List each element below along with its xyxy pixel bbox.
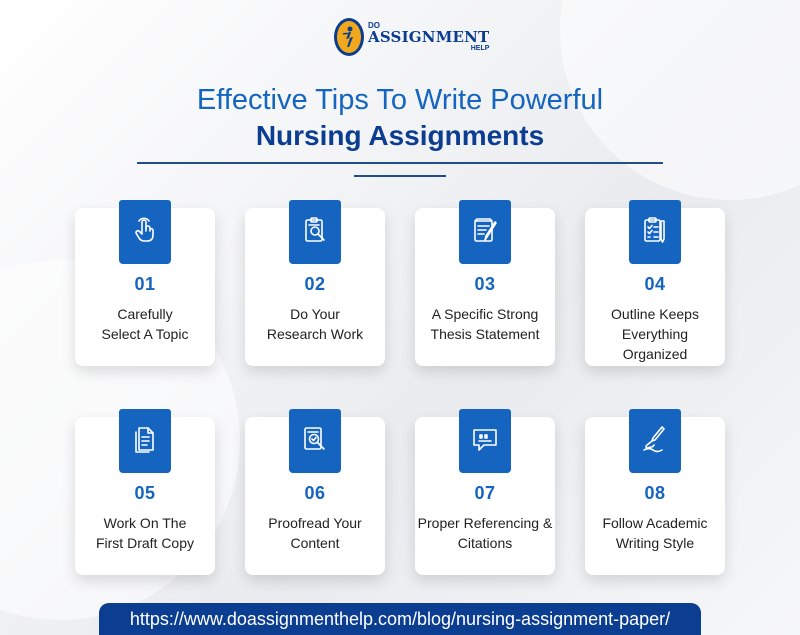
logo-wordmark: DO ASSIGNMENT HELP bbox=[368, 21, 490, 52]
tip-icon-tab bbox=[289, 409, 341, 473]
tip-icon-tab bbox=[459, 409, 511, 473]
tip-label: Outline Keeps Everything Organized bbox=[611, 306, 699, 362]
title-divider-short bbox=[354, 175, 446, 177]
tip-card-02 bbox=[245, 208, 385, 366]
tip-card-06 bbox=[245, 417, 385, 575]
tip-label: Work On The First Draft Copy bbox=[95, 515, 194, 551]
document-icon bbox=[130, 424, 160, 459]
tip-number: 01 bbox=[134, 274, 156, 294]
tip-number: 08 bbox=[644, 483, 666, 503]
tip-card-04 bbox=[585, 208, 725, 366]
page-title-line2: Nursing Assignments bbox=[255, 120, 545, 151]
title-divider bbox=[137, 162, 663, 164]
brand-logo bbox=[334, 14, 490, 60]
tip-label: A Specific Strong Thesis Statement bbox=[430, 306, 540, 342]
tip-label: Follow Academic Writing Style bbox=[602, 515, 708, 551]
tip-number: 03 bbox=[474, 274, 496, 294]
magnifier-document-icon bbox=[300, 424, 330, 459]
page-title-line1: Effective Tips To Write Powerful bbox=[196, 84, 604, 116]
tip-number: 02 bbox=[304, 274, 326, 294]
tip-icon-tab bbox=[459, 200, 511, 264]
tip-number: 05 bbox=[134, 483, 156, 503]
tip-icon-tab bbox=[289, 200, 341, 264]
tip-card-03 bbox=[415, 208, 555, 366]
pen-writing-icon bbox=[640, 424, 670, 459]
tip-label: Proper Referencing & Citations bbox=[417, 515, 553, 551]
tip-number: 04 bbox=[644, 274, 666, 294]
logo-icon bbox=[334, 18, 364, 56]
checklist-icon bbox=[640, 215, 670, 250]
tip-card-05 bbox=[75, 417, 215, 575]
tip-icon-tab bbox=[119, 409, 171, 473]
writing-pad-icon bbox=[470, 215, 500, 250]
tip-card-01 bbox=[75, 208, 215, 366]
tip-label: Proofread Your Content bbox=[268, 515, 362, 551]
tip-number: 07 bbox=[474, 483, 496, 503]
quote-bubble-icon bbox=[470, 424, 500, 459]
research-clipboard-icon bbox=[300, 215, 330, 250]
tip-label: Do Your Research Work bbox=[266, 306, 364, 342]
tip-icon-tab bbox=[629, 200, 681, 264]
tip-card-07 bbox=[415, 417, 555, 575]
tip-card-08 bbox=[585, 417, 725, 575]
tip-icon-tab bbox=[119, 200, 171, 264]
tip-number: 06 bbox=[304, 483, 326, 503]
source-url-banner[interactable]: https://www.doassignmenthelp.com/blog/nursing-assignment-paper/ bbox=[99, 603, 701, 635]
tip-label: Carefully Select A Topic bbox=[101, 306, 189, 342]
pointer-hand-icon bbox=[130, 215, 160, 250]
tip-icon-tab bbox=[629, 409, 681, 473]
